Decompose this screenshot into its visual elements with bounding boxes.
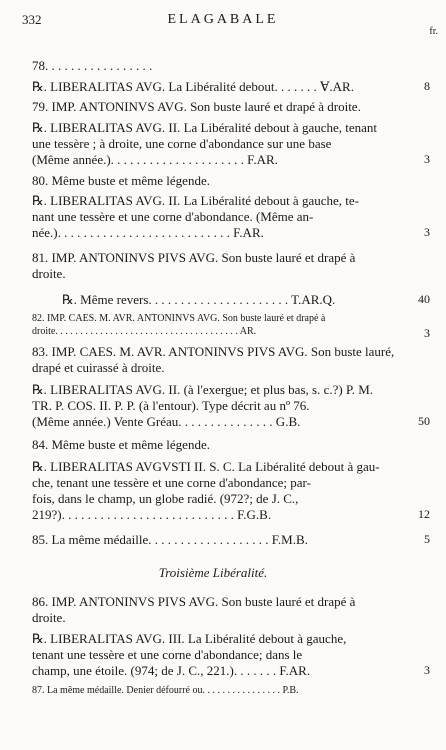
catalogue-line: 87. La même médaille. Denier défourré ou. . . . . . . . . . . . . . . . P.B.	[32, 685, 299, 696]
catalogue-line: 86. IMP. ANTONINVS PIVS AVG. Son buste lauré et drapé à	[32, 594, 356, 609]
catalogue-line: une tessère ; à droite, une corne d'abondance sur une base	[32, 136, 332, 151]
page-number: 332	[22, 12, 42, 27]
price-value: 12	[418, 507, 430, 521]
catalogue-line: 81. IMP. ANTONINVS PIVS AVG. Son buste lauré et drapé à	[32, 250, 356, 265]
price-value: 40	[418, 292, 430, 306]
page-header	[0, 12, 446, 32]
price-value: 8	[424, 79, 430, 93]
catalogue-line: ℞. Même revers. . . . . . . . . . . . . . . . . . . . . . T.AR.Q.	[62, 292, 336, 307]
price-value: 3	[424, 152, 430, 166]
catalogue-line: 82. IMP. CAES. M. AVR. ANTONINVS AVG. Son buste lauré et drapé à	[32, 313, 326, 324]
section-heading: Troisième Libéralité.	[158, 565, 268, 580]
price-value: 5	[424, 532, 430, 546]
catalogue-line: che, tenant une tessère et une corne d'abondance; par-	[32, 475, 311, 490]
catalogue-line: nant une tessère et une corne d'abondance. (Même an-	[32, 209, 314, 224]
price-value: 3	[424, 663, 430, 677]
price-column-label: fr.	[429, 26, 438, 37]
catalogue-line: drapé et cuirassé à droite.	[32, 360, 165, 375]
catalogue-line: ℞. LIBERALITAS AVG. II. (à l'exergue; et plus bas, s. c.?) P. M.	[32, 382, 374, 397]
catalogue-line: 83. IMP. CAES. M. AVR. ANTONINVS PIVS AVG. Son buste lauré,	[32, 344, 394, 359]
catalogue-line: (Même année.) Vente Gréau. . . . . . . . . . . . . . . G.B.	[32, 414, 301, 429]
catalogue-line: droite.	[32, 610, 66, 625]
catalogue-line: ℞. LIBERALITAS AVG. II. La Libéralité debout à gauche, te-	[32, 193, 359, 208]
catalogue-line: ℞. LIBERALITAS AVG. II. La Libéralité debout à gauche, tenant	[32, 120, 378, 135]
catalogue-line: TR. P. COS. II. P. P. (à l'entour). Type décrit au nº 76.	[32, 398, 310, 413]
catalogue-line: 78. . . . . . . . . . . . . . . . .	[32, 58, 153, 73]
catalogue-line: 79. IMP. ANTONINVS AVG. Son buste lauré et drapé à droite.	[32, 99, 361, 114]
running-title: ELAGABALE	[167, 12, 279, 27]
price-value: 3	[424, 326, 430, 340]
catalogue-line: droite.	[32, 266, 66, 281]
catalogue-line: 80. Même buste et même légende.	[32, 173, 210, 188]
catalogue-line: 219?). . . . . . . . . . . . . . . . . . . . . . . . . . . F.G.B.	[32, 507, 272, 522]
catalogue-line: 84. Même buste et même légende.	[32, 437, 210, 452]
price-value: 3	[424, 225, 430, 239]
catalogue-line: champ, une étoile. (974; de J. C., 221.). . . . . . . F.AR.	[32, 663, 311, 678]
catalogue-line: fois, dans le champ, un globe radié. (972?; de J. C.,	[32, 491, 299, 506]
catalogue-line: née.). . . . . . . . . . . . . . . . . . . . . . . . . . . F.AR.	[32, 225, 264, 240]
catalogue-line: ℞. LIBERALITAS AVGVSTI II. S. C. La Libéralité debout à gau-	[32, 459, 380, 474]
catalogue-line: (Même année.). . . . . . . . . . . . . . . . . . . . . F.AR.	[32, 152, 278, 167]
price-value: 50	[418, 414, 430, 428]
catalogue-line: 85. La même médaille. . . . . . . . . . . . . . . . . . . F.M.B.	[32, 532, 308, 547]
catalogue-line: ℞. LIBERALITAS AVG. La Libéralité debout. . . . . . . Ɐ.AR.	[32, 79, 354, 94]
catalogue-line: ℞. LIBERALITAS AVG. III. La Libéralité debout à gauche,	[32, 631, 347, 646]
catalogue-line: tenant une tessère et une corne d'abondance; dans le	[32, 647, 303, 662]
catalogue-line: droite. . . . . . . . . . . . . . . . . . . . . . . . . . . . . . . . . . . . . AR.	[32, 326, 257, 337]
